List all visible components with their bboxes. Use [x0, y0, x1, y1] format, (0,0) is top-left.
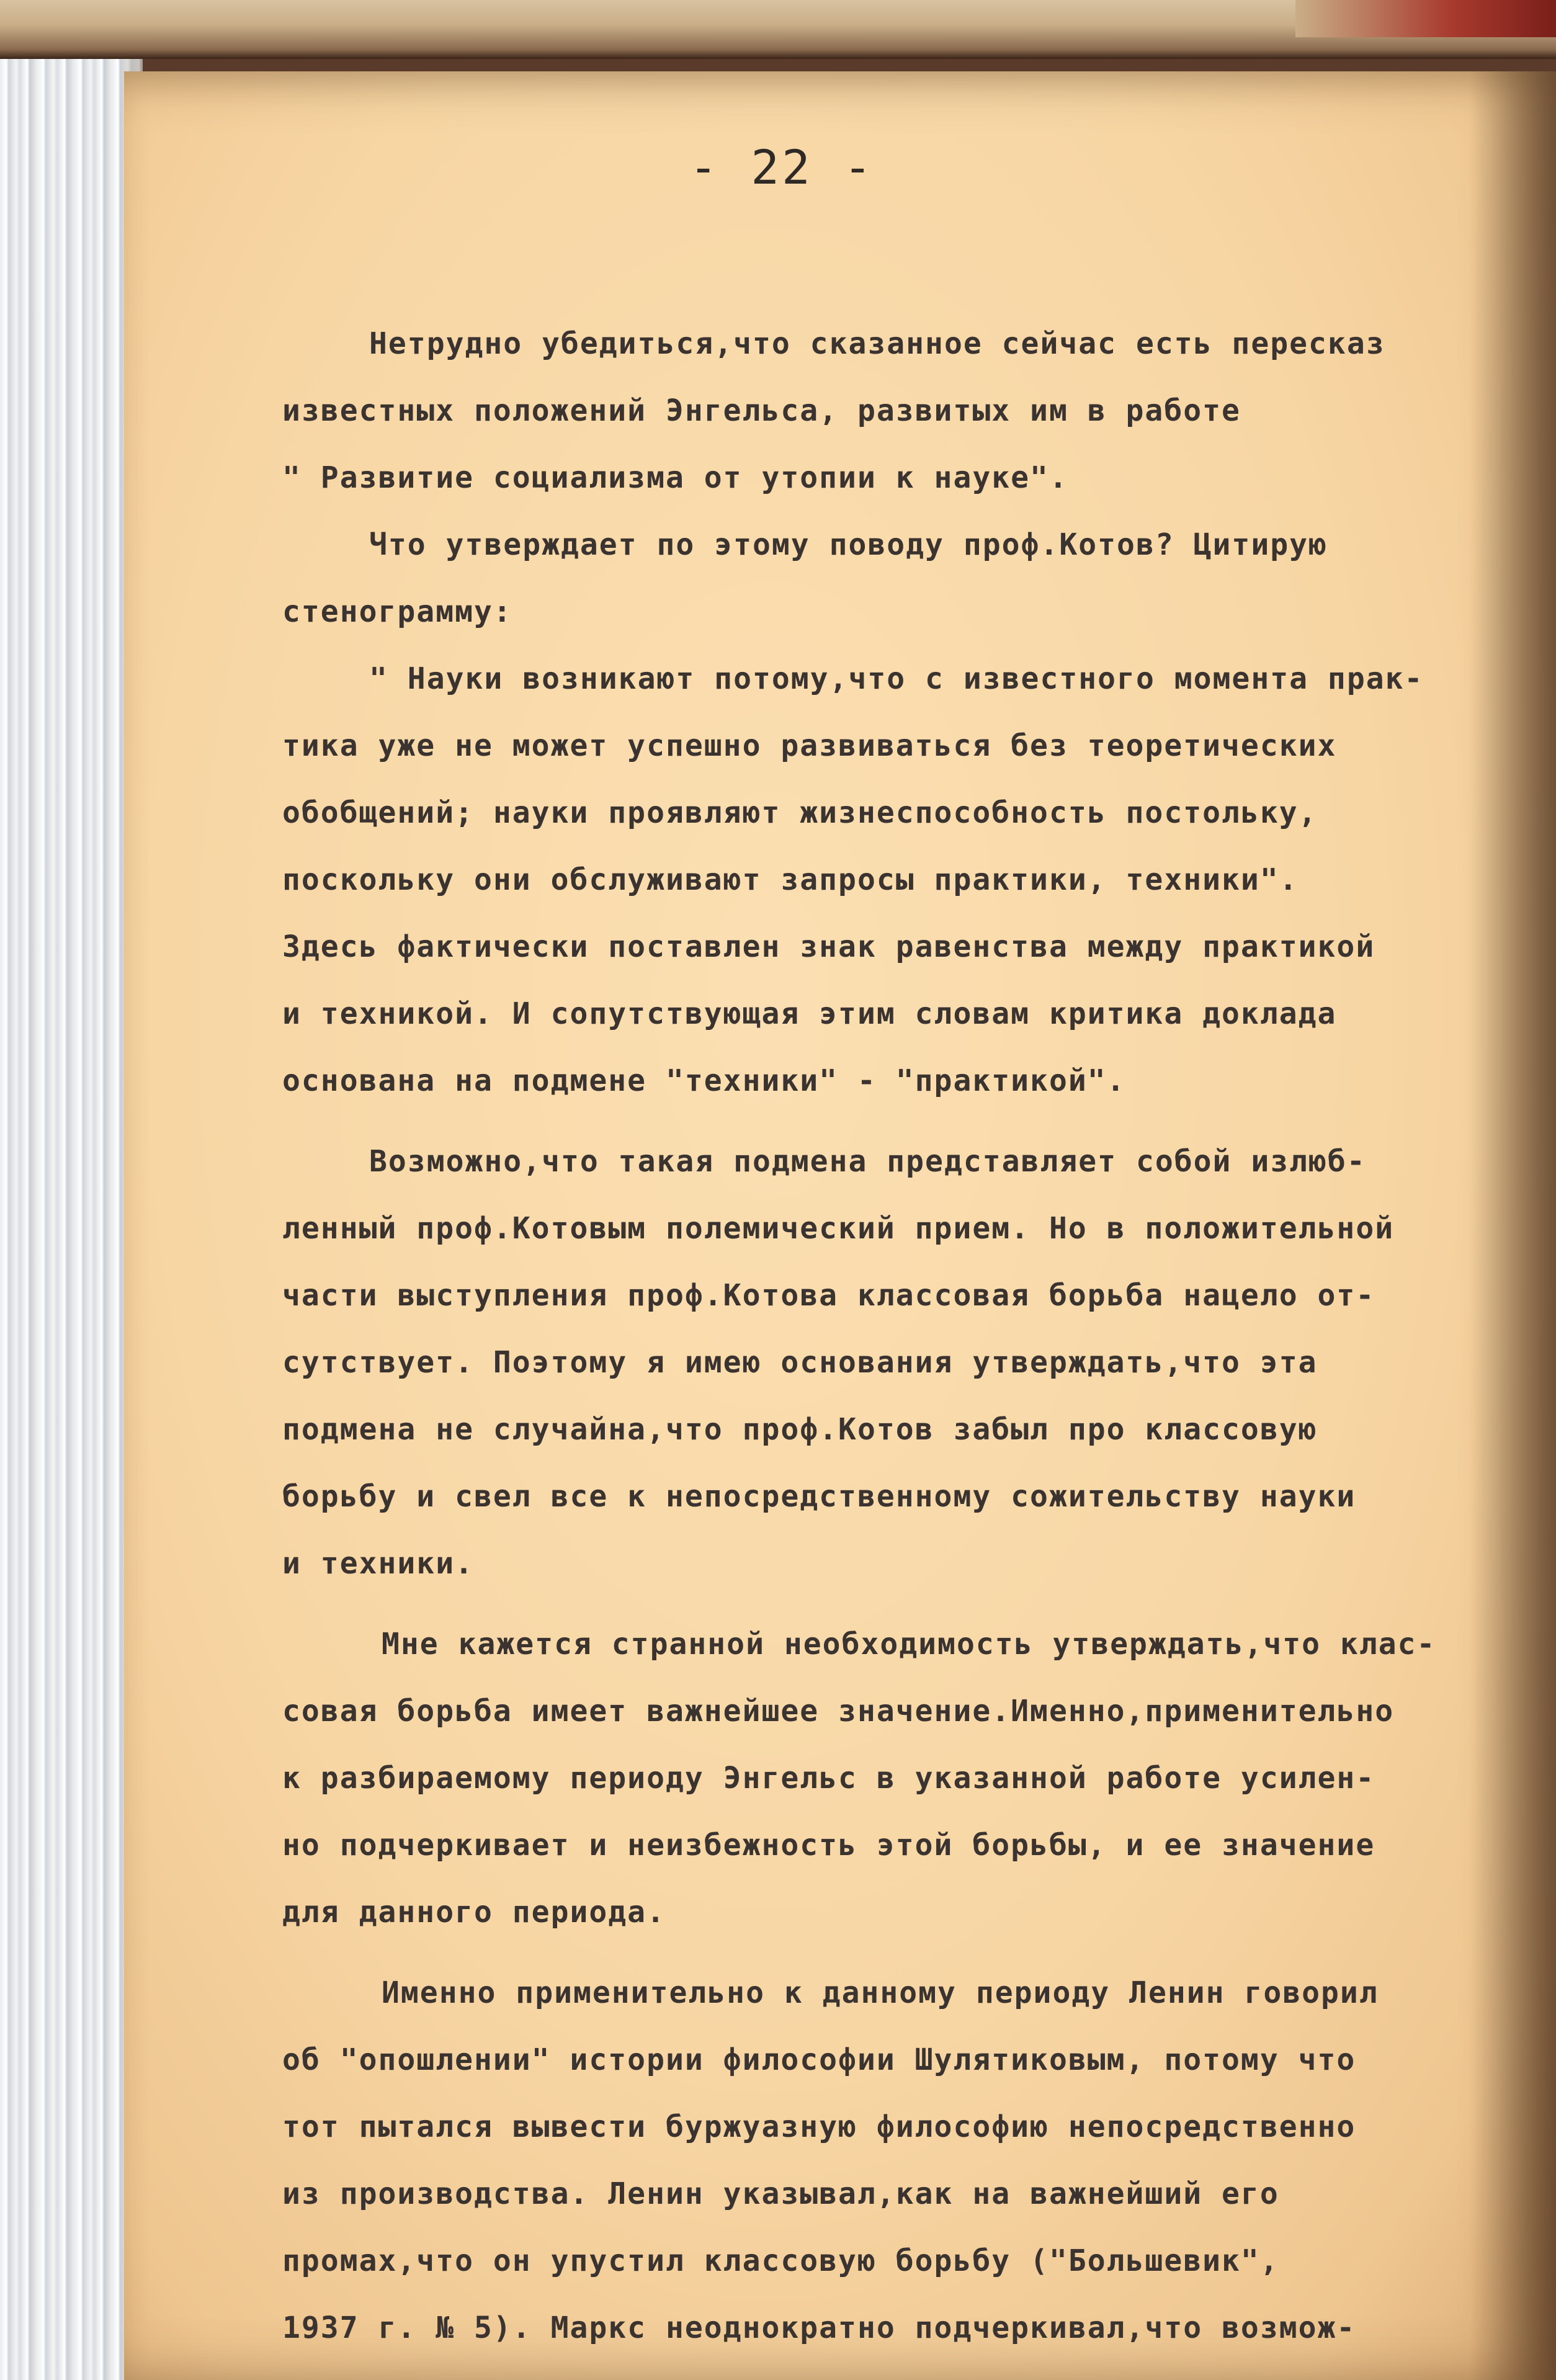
text-line: Мне кажется странной необходимость утверждать,что клас- — [382, 1627, 1436, 1662]
text-line: ленный проф.Котовым полемический прием. Но в положительной — [282, 1211, 1395, 1246]
text-line: но подчеркивает и неизбежность этой борьбы, и ее значение — [282, 1828, 1375, 1863]
text-line: " Науки возникают потому,что с известного момента прак- — [369, 661, 1424, 696]
text-line: части выступления проф.Котова классовая борьба нацело от- — [282, 1278, 1375, 1313]
text-line: промах,что он упустил классовую борьбу ("Большевик", — [282, 2244, 1279, 2278]
binder-top-edge — [0, 0, 1556, 59]
stacked-page-edges — [0, 59, 143, 2380]
binder-red-cover — [1295, 0, 1556, 37]
text-line: Именно применительно к данному периоду Ленин говорил — [382, 1975, 1379, 2010]
text-line: и техникой. И сопутствующая этим словам критика доклада — [282, 996, 1337, 1031]
text-line: из производства. Ленин указывал,как на важнейший его — [282, 2176, 1279, 2211]
text-line: для данного периода. — [282, 1895, 666, 1930]
text-line: обобщений; науки проявляют жизнеспособность постольку, — [282, 795, 1318, 830]
text-line: Возможно,что такая подмена представляет собой излюб- — [369, 1144, 1366, 1179]
text-line: подмена не случайна,что проф.Котов забыл про классовую — [282, 1412, 1318, 1447]
text-line: совая борьба имеет важнейшее значение.Именно,применительно — [282, 1694, 1395, 1729]
text-line: тика уже не может успешно развиваться без теоретических — [282, 728, 1337, 763]
page-number: - 22 - — [689, 140, 875, 195]
page-body — [282, 310, 1554, 2361]
text-line: и техники. — [282, 1546, 474, 1581]
text-line: борьбу и свел все к непосредственному сожительству науки — [282, 1479, 1356, 1514]
text-line: поскольку они обслуживают запросы практики, техники". — [282, 862, 1299, 897]
text-line: " Развитие социализма от утопии к науке". — [282, 460, 1068, 495]
text-line: Нетрудно убедиться,что сказанное сейчас есть пересказ — [369, 326, 1385, 361]
text-line: Что утверждает по этому поводу проф.Котов? Цитирую — [369, 527, 1328, 562]
text-line: к разбираемому периоду Энгельс в указанной работе усилен- — [282, 1761, 1375, 1796]
text-line: об "опошлении" истории философии Шулятиковым, потому что — [282, 2042, 1356, 2077]
text-line: 1937 г. № 5). Маркс неоднократно подчеркивал,что возмож- — [282, 2311, 1356, 2345]
text-line: стенограмму: — [282, 594, 512, 629]
text-line: Здесь фактически поставлен знак равенства между практикой — [282, 929, 1375, 964]
text-line: тот пытался вывести буржуазную философию непосредственно — [282, 2109, 1356, 2144]
text-line: известных положений Энгельса, развитых им в работе — [282, 393, 1241, 428]
text-line: сутствует. Поэтому я имею основания утверждать,что эта — [282, 1345, 1318, 1380]
text-line: основана на подмене "техники" - "практикой". — [282, 1063, 1126, 1098]
